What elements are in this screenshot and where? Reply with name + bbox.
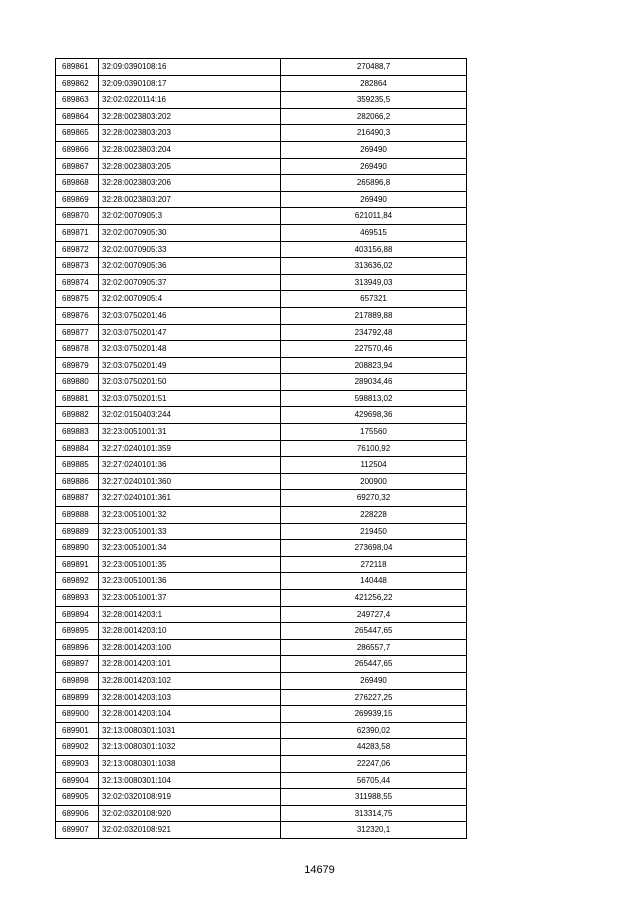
page-number: 14679 <box>304 864 335 876</box>
table-body <box>56 59 467 839</box>
table-row <box>56 241 467 258</box>
value-cell: 282066,2 <box>281 108 467 125</box>
cadastral-number-cell: 32:13:0080301:1032 <box>99 739 281 756</box>
row-id-cell: 689870 <box>56 208 99 225</box>
row-id-cell: 689871 <box>56 224 99 241</box>
value-cell: 270488,7 <box>281 59 467 76</box>
row-id-cell: 689895 <box>56 623 99 640</box>
cadastral-number-cell: 32:03:0750201:50 <box>99 374 281 391</box>
table-row <box>56 457 467 474</box>
cadastral-number-cell: 32:28:0023803:207 <box>99 191 281 208</box>
cadastral-number-cell: 32:23:0051001:33 <box>99 523 281 540</box>
value-cell: 265896,8 <box>281 175 467 192</box>
row-id-cell: 689893 <box>56 590 99 607</box>
table-row <box>56 805 467 822</box>
value-cell: 265447,65 <box>281 623 467 640</box>
value-cell: 217889,88 <box>281 307 467 324</box>
row-id-cell: 689868 <box>56 175 99 192</box>
row-id-cell: 689881 <box>56 390 99 407</box>
value-cell: 311988,55 <box>281 789 467 806</box>
row-id-cell: 689894 <box>56 606 99 623</box>
cadastral-number-cell: 32:23:0051001:36 <box>99 573 281 590</box>
value-cell: 313949,03 <box>281 274 467 291</box>
value-cell: 282864 <box>281 75 467 92</box>
cadastral-number-cell: 32:03:0750201:49 <box>99 357 281 374</box>
table-row <box>56 656 467 673</box>
table-row <box>56 523 467 540</box>
table-row <box>56 755 467 772</box>
cadastral-number-cell: 32:03:0750201:51 <box>99 390 281 407</box>
cadastral-number-cell: 32:28:0014203:101 <box>99 656 281 673</box>
table-row <box>56 390 467 407</box>
cadastral-number-cell: 32:28:0014203:100 <box>99 639 281 656</box>
table-row <box>56 739 467 756</box>
cadastral-number-cell: 32:27:0240101:360 <box>99 473 281 490</box>
cadastral-number-cell: 32:02:0320108:919 <box>99 789 281 806</box>
table-row <box>56 689 467 706</box>
value-cell: 359235,5 <box>281 92 467 109</box>
value-cell: 469515 <box>281 224 467 241</box>
cadastral-number-cell: 32:28:0023803:206 <box>99 175 281 192</box>
table-row <box>56 191 467 208</box>
table-row <box>56 789 467 806</box>
cadastral-number-cell: 32:28:0014203:102 <box>99 672 281 689</box>
value-cell: 313636,02 <box>281 258 467 275</box>
row-id-cell: 689867 <box>56 158 99 175</box>
row-id-cell: 689905 <box>56 789 99 806</box>
value-cell: 621011,84 <box>281 208 467 225</box>
cadastral-number-cell: 32:28:0014203:103 <box>99 689 281 706</box>
cadastral-number-cell: 32:28:0023803:205 <box>99 158 281 175</box>
value-cell: 313314,75 <box>281 805 467 822</box>
cadastral-number-cell: 32:27:0240101:359 <box>99 440 281 457</box>
table-row <box>56 473 467 490</box>
table-row <box>56 92 467 109</box>
table-row <box>56 208 467 225</box>
cadastral-number-cell: 32:03:0750201:48 <box>99 341 281 358</box>
value-cell: 598813,02 <box>281 390 467 407</box>
row-id-cell: 689876 <box>56 307 99 324</box>
table-row <box>56 224 467 241</box>
table-row <box>56 407 467 424</box>
table-row <box>56 507 467 524</box>
cadastral-number-cell: 32:02:0070905:33 <box>99 241 281 258</box>
value-cell: 234792,48 <box>281 324 467 341</box>
cadastral-number-cell: 32:09:0390108:16 <box>99 59 281 76</box>
value-cell: 228228 <box>281 507 467 524</box>
row-id-cell: 689875 <box>56 291 99 308</box>
value-cell: 286557,7 <box>281 639 467 656</box>
row-id-cell: 689862 <box>56 75 99 92</box>
value-cell: 312320,1 <box>281 822 467 839</box>
table-row <box>56 556 467 573</box>
row-id-cell: 689869 <box>56 191 99 208</box>
cadastral-number-cell: 32:02:0320108:921 <box>99 822 281 839</box>
value-cell: 22247,06 <box>281 755 467 772</box>
cadastral-number-cell: 32:28:0014203:1 <box>99 606 281 623</box>
cadastral-number-cell: 32:02:0150403:244 <box>99 407 281 424</box>
table-row <box>56 274 467 291</box>
cadastral-number-cell: 32:28:0023803:202 <box>99 108 281 125</box>
row-id-cell: 689902 <box>56 739 99 756</box>
table-row <box>56 606 467 623</box>
value-cell: 269490 <box>281 672 467 689</box>
table-row <box>56 490 467 507</box>
row-id-cell: 689900 <box>56 706 99 723</box>
value-cell: 227570,46 <box>281 341 467 358</box>
row-id-cell: 689863 <box>56 92 99 109</box>
value-cell: 273698,04 <box>281 540 467 557</box>
value-cell: 289034,46 <box>281 374 467 391</box>
cadastral-number-cell: 32:23:0051001:34 <box>99 540 281 557</box>
row-id-cell: 689873 <box>56 258 99 275</box>
value-cell: 175560 <box>281 424 467 441</box>
table-row <box>56 175 467 192</box>
value-cell: 269490 <box>281 141 467 158</box>
cadastral-number-cell: 32:27:0240101:36 <box>99 457 281 474</box>
value-cell: 76100,92 <box>281 440 467 457</box>
value-cell: 269939,15 <box>281 706 467 723</box>
table-row <box>56 672 467 689</box>
value-cell: 200900 <box>281 473 467 490</box>
cadastral-number-cell: 32:23:0051001:32 <box>99 507 281 524</box>
cadastral-number-cell: 32:02:0220114:16 <box>99 92 281 109</box>
row-id-cell: 689883 <box>56 424 99 441</box>
row-id-cell: 689899 <box>56 689 99 706</box>
row-id-cell: 689896 <box>56 639 99 656</box>
row-id-cell: 689877 <box>56 324 99 341</box>
cadastral-number-cell: 32:03:0750201:46 <box>99 307 281 324</box>
cadastral-number-cell: 32:02:0070905:30 <box>99 224 281 241</box>
table-row <box>56 258 467 275</box>
row-id-cell: 689904 <box>56 772 99 789</box>
table-row <box>56 158 467 175</box>
table-row <box>56 108 467 125</box>
value-cell: 62390,02 <box>281 722 467 739</box>
table-row <box>56 623 467 640</box>
value-cell: 208823,94 <box>281 357 467 374</box>
cadastral-number-cell: 32:02:0070905:36 <box>99 258 281 275</box>
cadastral-number-cell: 32:28:0023803:204 <box>99 141 281 158</box>
table-row <box>56 291 467 308</box>
cadastral-number-cell: 32:23:0051001:37 <box>99 590 281 607</box>
value-cell: 112504 <box>281 457 467 474</box>
value-cell: 265447,65 <box>281 656 467 673</box>
cadastral-number-cell: 32:02:0070905:4 <box>99 291 281 308</box>
value-cell: 216490,3 <box>281 125 467 142</box>
table-row <box>56 722 467 739</box>
row-id-cell: 689891 <box>56 556 99 573</box>
table-row <box>56 440 467 457</box>
value-cell: 44283,58 <box>281 739 467 756</box>
row-id-cell: 689861 <box>56 59 99 76</box>
cadastral-number-cell: 32:28:0023803:203 <box>99 125 281 142</box>
cadastral-number-cell: 32:23:0051001:31 <box>99 424 281 441</box>
table-row <box>56 125 467 142</box>
value-cell: 269490 <box>281 158 467 175</box>
value-cell: 657321 <box>281 291 467 308</box>
table-row <box>56 59 467 76</box>
table-row <box>56 772 467 789</box>
value-cell: 272118 <box>281 556 467 573</box>
table-row <box>56 307 467 324</box>
row-id-cell: 689903 <box>56 755 99 772</box>
row-id-cell: 689880 <box>56 374 99 391</box>
cadastral-number-cell: 32:23:0051001:35 <box>99 556 281 573</box>
row-id-cell: 689874 <box>56 274 99 291</box>
row-id-cell: 689906 <box>56 805 99 822</box>
data-table <box>55 58 467 839</box>
value-cell: 69270,32 <box>281 490 467 507</box>
value-cell: 249727,4 <box>281 606 467 623</box>
row-id-cell: 689882 <box>56 407 99 424</box>
row-id-cell: 689888 <box>56 507 99 524</box>
row-id-cell: 689897 <box>56 656 99 673</box>
row-id-cell: 689907 <box>56 822 99 839</box>
row-id-cell: 689892 <box>56 573 99 590</box>
cadastral-number-cell: 32:13:0080301:1031 <box>99 722 281 739</box>
row-id-cell: 689887 <box>56 490 99 507</box>
cadastral-number-cell: 32:02:0070905:37 <box>99 274 281 291</box>
value-cell: 269490 <box>281 191 467 208</box>
table-row <box>56 639 467 656</box>
cadastral-number-cell: 32:03:0750201:47 <box>99 324 281 341</box>
table-row <box>56 75 467 92</box>
value-cell: 140448 <box>281 573 467 590</box>
table-row <box>56 424 467 441</box>
value-cell: 56705,44 <box>281 772 467 789</box>
table-row <box>56 573 467 590</box>
row-id-cell: 689865 <box>56 125 99 142</box>
cadastral-number-cell: 32:28:0014203:104 <box>99 706 281 723</box>
row-id-cell: 689878 <box>56 341 99 358</box>
value-cell: 219450 <box>281 523 467 540</box>
table-row <box>56 822 467 839</box>
table-row <box>56 357 467 374</box>
value-cell: 421256,22 <box>281 590 467 607</box>
table-row <box>56 540 467 557</box>
row-id-cell: 689864 <box>56 108 99 125</box>
table-row <box>56 374 467 391</box>
row-id-cell: 689898 <box>56 672 99 689</box>
table-row <box>56 141 467 158</box>
row-id-cell: 689879 <box>56 357 99 374</box>
cadastral-number-cell: 32:13:0080301:1038 <box>99 755 281 772</box>
value-cell: 429698,36 <box>281 407 467 424</box>
cadastral-number-cell: 32:28:0014203:10 <box>99 623 281 640</box>
table-row <box>56 324 467 341</box>
table-row <box>56 590 467 607</box>
row-id-cell: 689889 <box>56 523 99 540</box>
row-id-cell: 689866 <box>56 141 99 158</box>
cadastral-number-cell: 32:13:0080301:104 <box>99 772 281 789</box>
cadastral-number-cell: 32:27:0240101:361 <box>99 490 281 507</box>
row-id-cell: 689872 <box>56 241 99 258</box>
cadastral-number-cell: 32:09:0390108:17 <box>99 75 281 92</box>
cadastral-number-cell: 32:02:0320108:920 <box>99 805 281 822</box>
value-cell: 276227,25 <box>281 689 467 706</box>
cadastral-number-cell: 32:02:0070905:3 <box>99 208 281 225</box>
row-id-cell: 689886 <box>56 473 99 490</box>
row-id-cell: 689885 <box>56 457 99 474</box>
row-id-cell: 689901 <box>56 722 99 739</box>
row-id-cell: 689884 <box>56 440 99 457</box>
value-cell: 403156,88 <box>281 241 467 258</box>
table-row <box>56 341 467 358</box>
row-id-cell: 689890 <box>56 540 99 557</box>
table-row <box>56 706 467 723</box>
